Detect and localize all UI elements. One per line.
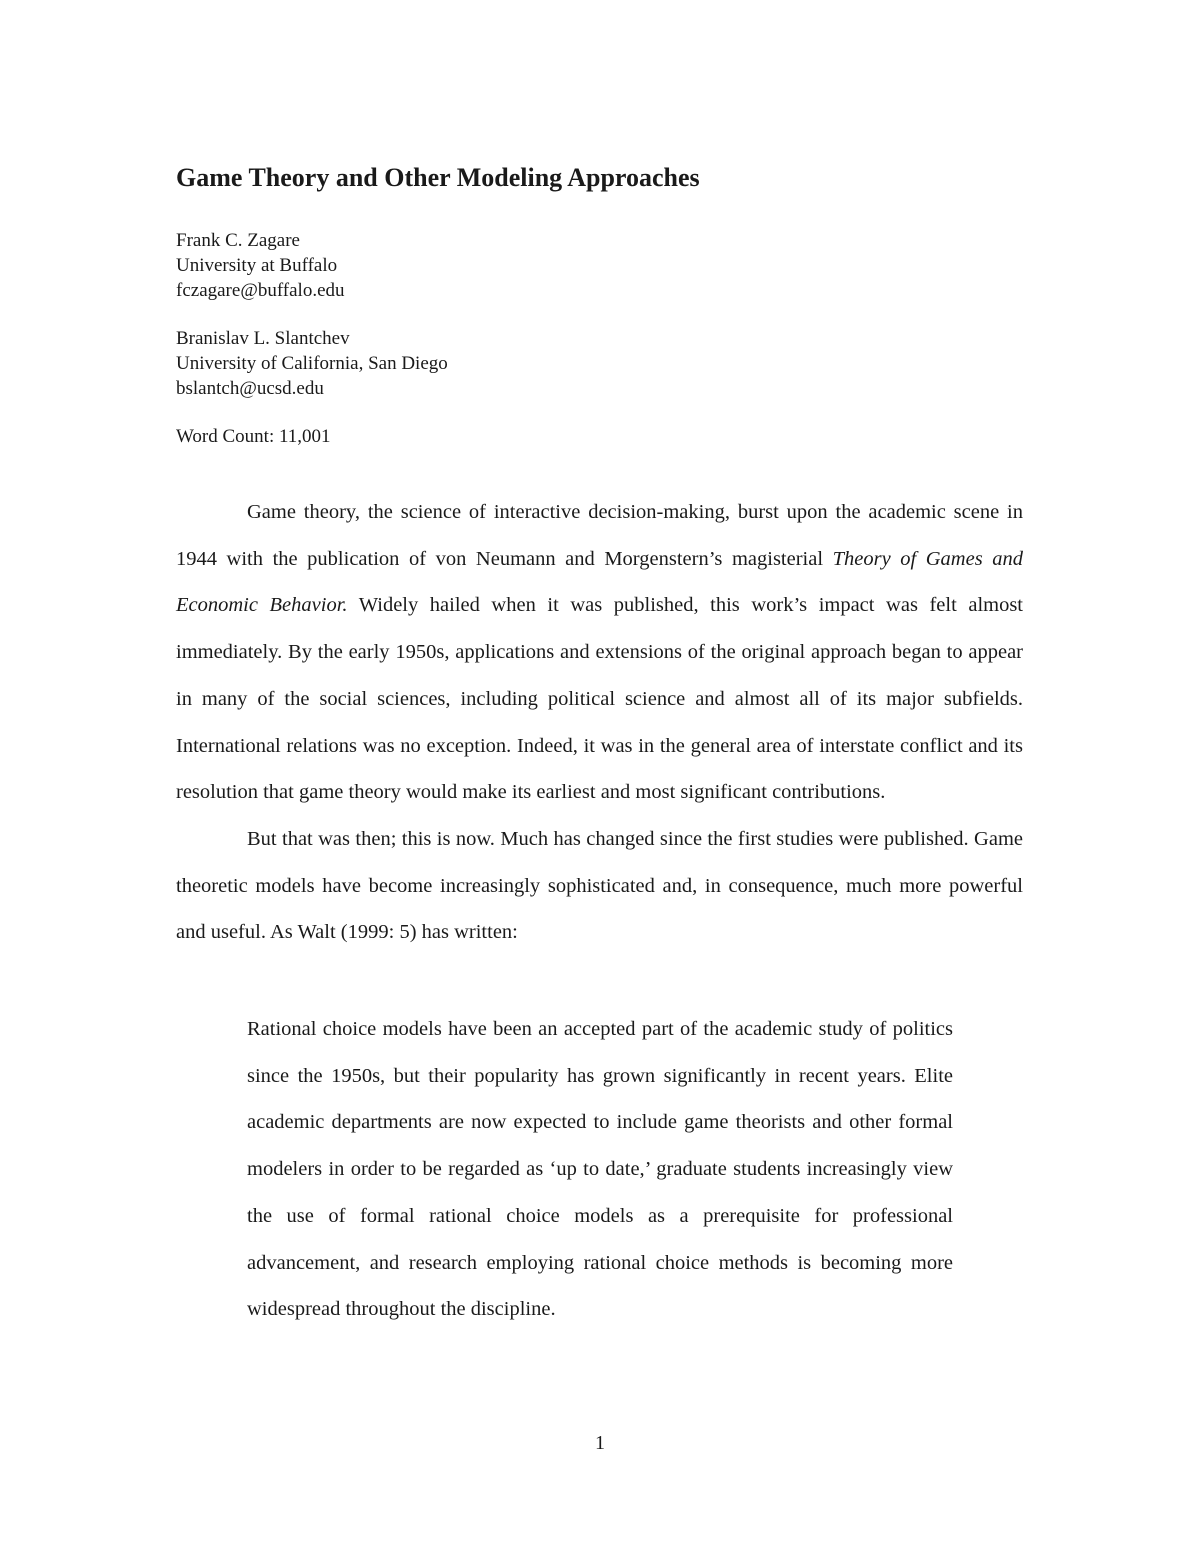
word-count: Word Count: 11,001: [176, 426, 331, 447]
body-text: [176, 489, 1023, 956]
paper-title: Game Theory and Other Modeling Approaches: [176, 163, 700, 192]
paragraph-1: [176, 489, 1023, 816]
author-affiliation: University at Buffalo: [176, 255, 338, 276]
paragraph-2: But that was then; this is now. Much has changed since the first studies were published. Game theoretic models have become increasingly sophisticated and, in consequence, much more powerful and useful. As Walt (1999: 5) has written:: [176, 827, 1023, 944]
author-email: fczagare@buffalo.edu: [176, 280, 345, 301]
author-name: Branislav L. Slantchev: [176, 328, 350, 349]
block-quote: [247, 1006, 953, 1333]
author-affiliation: University of California, San Diego: [176, 353, 448, 374]
book-title-italic: Theory of Games and Economic Behavior.: [176, 547, 1023, 617]
paragraph-1-text-a: Game theory, the science of interactive decision-making, burst upon the academic scene in 1944 with the publication of von Neumann and Morgenstern’s magisterial: [176, 501, 1023, 570]
page-number: 1: [595, 1432, 605, 1454]
author-email: bslantch@ucsd.edu: [176, 378, 324, 399]
author-block-2: [176, 326, 448, 401]
block-quote-text: Rational choice models have been an accepted part of the academic study of politics since the 1950s, but their popularity has grown significantly in recent years. Elite academic departments are now expected to include game theorists and other formal modelers in order to be regarded as ‘up to date,’ graduate students increasingly view the use of formal rational choice models as a prerequisite for professional advancement, and research employing rational choice methods is becoming more widespread throughout the discipline.: [247, 1018, 953, 1321]
author-block-1: [176, 228, 345, 303]
paragraph-1-text-b: Widely hailed when it was published, this work’s impact was felt almost immediately. By the early 1950s, applications and extensions of the original approach began to appear in many of the social sciences, including political science and almost all of its major subfields. International relations was no exception. Indeed, it was in the general area of interstate conflict and its resolution that game theory would make its earliest and most significant contributions.: [176, 594, 1024, 804]
author-name: Frank C. Zagare: [176, 230, 300, 251]
